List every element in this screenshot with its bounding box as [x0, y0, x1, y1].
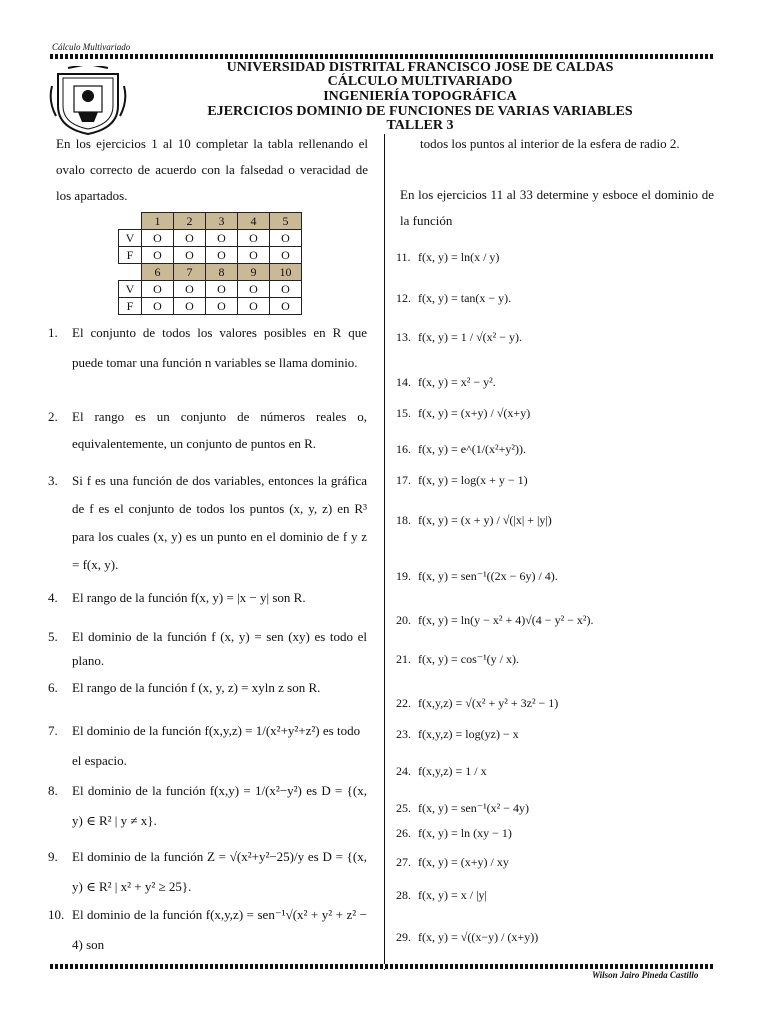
footer-author: Wilson Jairo Pineda Castillo: [592, 970, 699, 980]
taller-title: TALLER 3: [386, 118, 454, 133]
exercise-item: 26. f(x, y) = ln (xy − 1): [396, 826, 512, 840]
bottom-border: [50, 964, 714, 969]
oval-option[interactable]: O: [174, 298, 206, 315]
program-title: INGENIERÍA TOPOGRÁFICA: [323, 89, 517, 104]
false-label: F: [119, 247, 142, 264]
oval-option[interactable]: O: [206, 281, 238, 298]
exercise-item: 11. f(x, y) = ln(x / y): [396, 250, 500, 264]
oval-option[interactable]: O: [270, 230, 302, 247]
oval-option[interactable]: O: [270, 247, 302, 264]
exercise-item: 13. f(x, y) = 1 / √(x² − y).: [396, 330, 523, 344]
table-header-cell: 10: [270, 264, 302, 281]
table-header-cell: 6: [142, 264, 174, 281]
table-header-cell: 2: [174, 213, 206, 230]
table-header-cell: 8: [206, 264, 238, 281]
oval-option[interactable]: O: [270, 298, 302, 315]
course-title: CÁLCULO MULTIVARIADO: [327, 74, 513, 89]
column-divider: [384, 134, 385, 970]
table-header-cell: 1: [142, 213, 174, 230]
left-intro: En los ejercicios 1 al 10 completar la tabla rellenando el ovalo correcto de acuerdo con la falsedad o veracidad de los apartados.: [56, 136, 368, 203]
true-false-table: [118, 212, 302, 315]
oval-option[interactable]: O: [174, 247, 206, 264]
oval-option[interactable]: O: [238, 247, 270, 264]
true-label: V: [119, 230, 142, 247]
right-intro: En los ejercicios 11 al 33 determine y esboce el dominio de la función: [400, 187, 714, 228]
exercise-item: 28. f(x, y) = x / |y|: [396, 888, 487, 902]
table-header-cell: 7: [174, 264, 206, 281]
exercise-item: 29. f(x, y) = √((x−y) / (x+y)): [396, 930, 539, 944]
exercise-item: 23. f(x,y,z) = log(yz) − x: [396, 727, 519, 741]
exercise-item: 18. f(x, y) = (x + y) / √(|x| + |y|): [396, 513, 552, 527]
university-title: UNIVERSIDAD DISTRITAL FRANCISCO JOSE DE CALDAS: [226, 60, 614, 75]
university-seal-icon: [48, 66, 128, 136]
true-label: V: [119, 281, 142, 298]
false-label: F: [119, 298, 142, 315]
oval-option[interactable]: O: [238, 281, 270, 298]
oval-option[interactable]: O: [174, 281, 206, 298]
exercise-item: 14. f(x, y) = x² − y².: [396, 375, 496, 389]
oval-option[interactable]: O: [206, 298, 238, 315]
running-header: Cálculo Multivariado: [52, 42, 131, 52]
worksheet-title: EJERCICIOS DOMINIO DE FUNCIONES DE VARIAS VARIABLES: [207, 104, 633, 119]
oval-option[interactable]: O: [270, 281, 302, 298]
table-header-cell: 9: [238, 264, 270, 281]
oval-option[interactable]: O: [206, 247, 238, 264]
exercise-item: 22. f(x,y,z) = √(x² + y² + 3z² − 1): [396, 696, 559, 710]
oval-option[interactable]: O: [206, 230, 238, 247]
exercise-item: 21. f(x, y) = cos⁻¹(y / x).: [396, 652, 520, 666]
oval-option[interactable]: O: [238, 230, 270, 247]
exercise-item: 20. f(x, y) = ln(y − x² + 4)√(4 − y² − x²).: [396, 613, 594, 627]
oval-option[interactable]: O: [142, 298, 174, 315]
table-header-cell: 4: [238, 213, 270, 230]
exercise-item: 25. f(x, y) = sen⁻¹(x² − 4y): [396, 801, 530, 815]
right-continuation: todos los puntos al interior de la esfera de radio 2.: [420, 136, 680, 151]
exercise-item: 12. f(x, y) = tan(x − y).: [396, 291, 512, 305]
oval-option[interactable]: O: [142, 230, 174, 247]
exercise-item: 17. f(x, y) = log(x + y − 1): [396, 473, 528, 487]
oval-option[interactable]: O: [238, 298, 270, 315]
exercise-item: 24. f(x,y,z) = 1 / x: [396, 764, 487, 778]
exercise-item: 15. f(x, y) = (x+y) / √(x+y): [396, 406, 531, 420]
table-header-cell: 5: [270, 213, 302, 230]
exercise-item: 27. f(x, y) = (x+y) / xy: [396, 855, 509, 869]
oval-option[interactable]: O: [142, 281, 174, 298]
exercise-item: 16. f(x, y) = e^(1/(x²+y²)).: [396, 442, 526, 456]
oval-option[interactable]: O: [174, 230, 206, 247]
exercise-item: 19. f(x, y) = sen⁻¹((2x − 6y) / 4).: [396, 569, 558, 583]
oval-option[interactable]: O: [142, 247, 174, 264]
table-header-cell: 3: [206, 213, 238, 230]
top-border: [50, 54, 714, 59]
